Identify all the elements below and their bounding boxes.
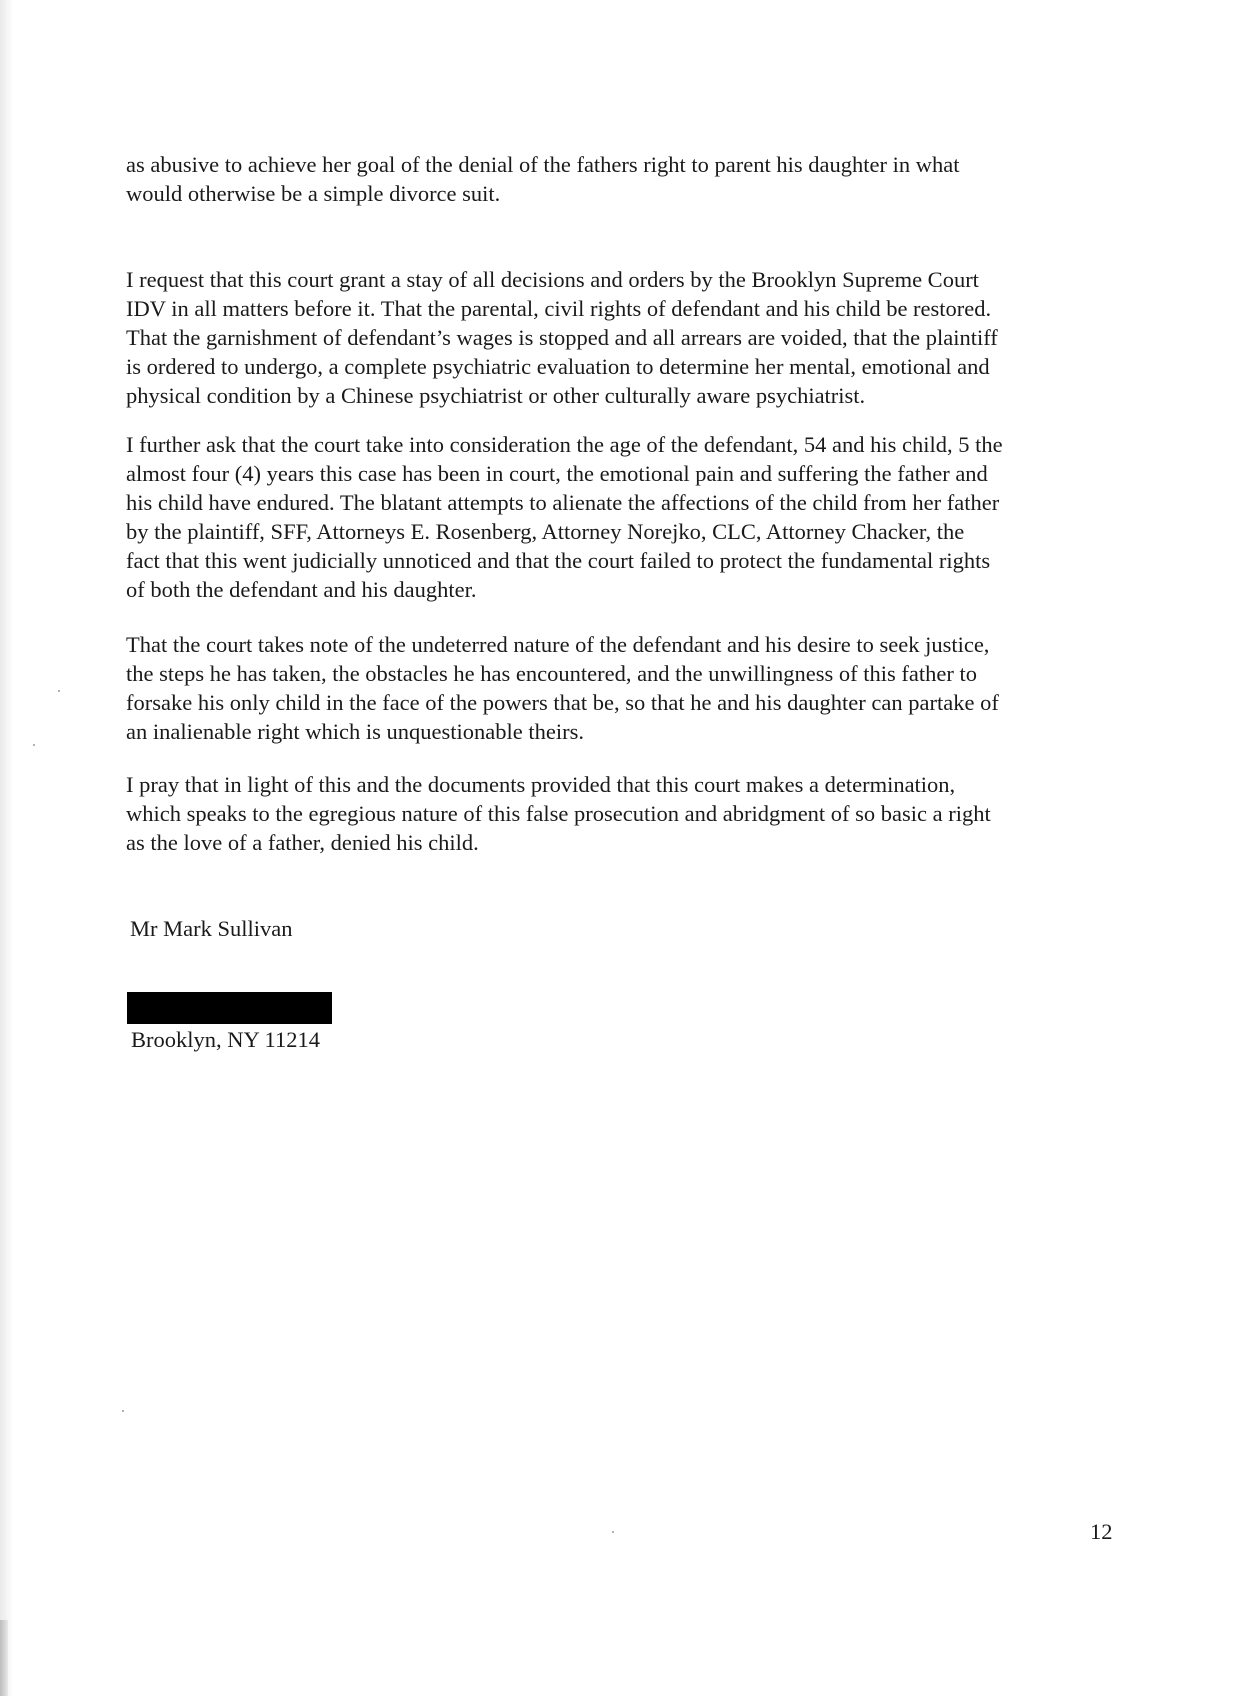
scan-speck [122, 1410, 124, 1412]
signature-name: Mr Mark Sullivan [130, 916, 293, 941]
redacted-street-address [127, 992, 332, 1024]
scanned-page-edge-shadow [0, 1620, 8, 1696]
page-number: 12 [1090, 1519, 1113, 1544]
address-city-line: Brooklyn, NY 11214 [131, 1027, 320, 1052]
body-paragraph-continuation: as abusive to achieve her goal of the denial of the fathers right to parent his daughter in what would otherwise be a simple divorce suit. [126, 152, 960, 206]
body-paragraph-prayer: I pray that in light of this and the documents provided that this court makes a determination, which speaks to the egregious nature of this false prosecution and abridgment of so basic a right as the love of a father, denied his child. [126, 772, 991, 855]
body-paragraph-consideration: I further ask that the court take into consideration the age of the defendant, 54 and his child, 5 the almost four (4) years this case has been in court, the emotional pain and suffering the father and his child have endured. The blatant attempts to alienate the affections of the child from her father by the plaintiff, SFF, Attorneys E. Rosenberg, Attorney Norejko, CLC, Attorney Chacker, the fact that this went judicially unnoticed and that the court failed to protect the fundamental rights of both the defendant and his daughter. [126, 432, 1003, 602]
body-paragraph-stay-request: I request that this court grant a stay of all decisions and orders by the Brooklyn Supreme Court IDV in all matters before it. That the parental, civil rights of defendant and his child be restored. That the garnishment of defendant’s wages is stopped and all arrears are voided, that the plaintiff is ordered to undergo, a complete psychiatric evaluation to determine her mental, emotional and physical condition by a Chinese psychiatrist or other culturally aware psychiatrist. [126, 267, 998, 408]
scan-speck [612, 1531, 614, 1533]
body-paragraph-undeterred: That the court takes note of the undeterred nature of the defendant and his desire to seek justice, the steps he has taken, the obstacles he has encountered, and the unwillingness of this father to forsake his only child in the face of the powers that be, so that he and his daughter can partake of an inalienable right which is unquestionable theirs. [126, 632, 999, 744]
scanned-page-edge [0, 0, 14, 1696]
scan-speck [33, 744, 35, 746]
scan-speck [58, 690, 60, 692]
